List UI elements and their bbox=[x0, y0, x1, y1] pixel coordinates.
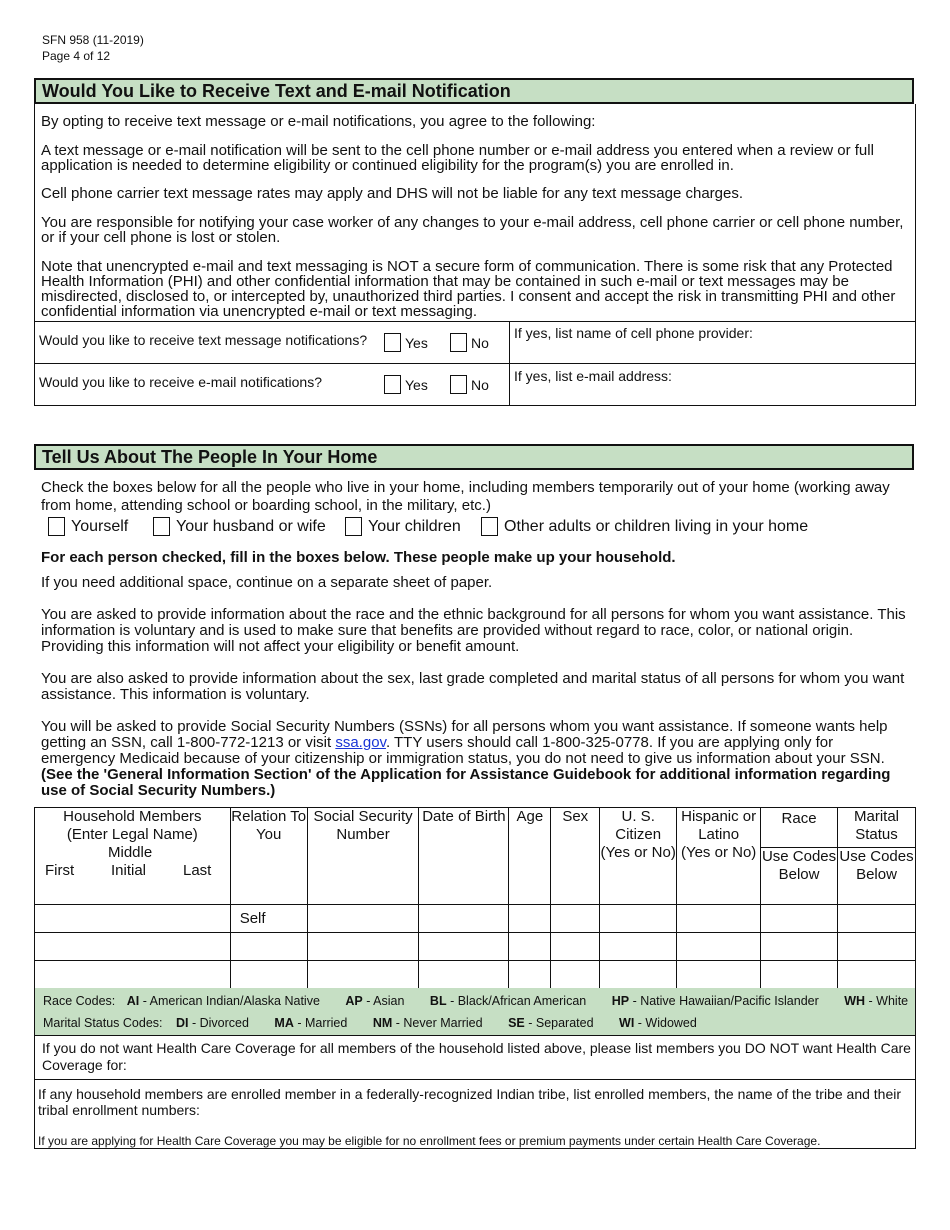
text-yes-label: Yes bbox=[405, 334, 428, 351]
notify-paragraph-3: You are responsible for notifying your case worker of any changes to your e-mail address, cell phone carrier or cell phone number, or if your cell phone is lost or stolen. bbox=[41, 214, 904, 246]
email-no-option[interactable] bbox=[450, 375, 489, 394]
col-hispanic: Hispanic or Latino (Yes or No) bbox=[677, 808, 761, 905]
children-label: Your children bbox=[368, 517, 461, 535]
spouse-label: Your husband or wife bbox=[176, 517, 326, 535]
col-sex: Sex bbox=[551, 808, 600, 905]
email-address-field[interactable]: If yes, list e-mail address: bbox=[514, 368, 672, 384]
people-section-title: Tell Us About The People In Your Home bbox=[34, 444, 914, 470]
col-age: Age bbox=[509, 808, 551, 905]
form-id: SFN 958 (11-2019) bbox=[42, 33, 144, 47]
self-relation: Self bbox=[230, 905, 307, 933]
race-use-codes: Use Codes Below bbox=[761, 848, 838, 905]
email-yes-option[interactable] bbox=[384, 375, 428, 394]
race-paragraph: You are asked to provide information about the race and the ethnic background for all persons for whom you want assistance. This information is voluntary and is used to make sure that benefits are provided without regard to race, color, or national origin. Providing this information will not affect your eligibility or benefit amount. bbox=[41, 606, 906, 655]
email-yes-checkbox[interactable] bbox=[384, 375, 401, 394]
marital-use-codes: Use Codes Below bbox=[838, 848, 916, 905]
yourself-label: Yourself bbox=[71, 517, 129, 535]
col-household-members: Household Members (Enter Legal Name) First Middle Initial Last bbox=[35, 808, 231, 905]
cell-provider-field[interactable]: If yes, list name of cell phone provider: bbox=[514, 325, 753, 341]
table-row bbox=[35, 933, 916, 961]
yourself-checkbox[interactable] bbox=[48, 517, 65, 536]
spouse-option[interactable] bbox=[153, 517, 326, 536]
ssn-paragraph: You will be asked to provide Social Security Numbers (SSNs) for all persons whom you want assistance. If someone wants help getting an SSN, call 1-800-772-1213 or visit ssa.gov. TTY users should call 1-800-325-0778. If you are applying only for emergency Medicaid because of your citizenship or immigration status, you do not need to give us information about your SSN. (See the 'General Information Section' of the Application for Assistance Guidebook for additional information regarding use of Social Security Numbers.) bbox=[41, 718, 891, 799]
notify-paragraph-1: A text message or e-mail notification will be sent to the cell phone number or e-mail address you entered when a review or full application is needed to determine eligibility or continued eligibility for the program(s) you are enrolled in. bbox=[41, 142, 874, 174]
page-number: Page 4 of 12 bbox=[42, 49, 111, 63]
col-relation: Relation To You bbox=[230, 808, 307, 905]
notification-section-title: Would You Like to Receive Text and E-mail Notification bbox=[34, 78, 914, 104]
col-dob: Date of Birth bbox=[419, 808, 509, 905]
health-care-exclusion-text: If you do not want Health Care Coverage for all members of the household listed above, please list members you DO NOT want Health Care Coverage for: bbox=[42, 1040, 911, 1073]
text-no-label: No bbox=[471, 334, 489, 351]
ssa-link[interactable]: ssa.gov bbox=[335, 734, 386, 751]
notify-intro: By opting to receive text message or e-mail notifications, you agree to the following: bbox=[41, 113, 596, 130]
email-yes-label: Yes bbox=[405, 376, 428, 393]
additional-space-note: If you need additional space, continue on a separate sheet of paper. bbox=[41, 574, 493, 591]
household-bold-note: For each person checked, fill in the boxes below. These people make up your household. bbox=[41, 549, 676, 566]
marital-codes-line: Marital Status Codes: DI - Divorced MA - Married NM - Never Married SE - Separated WI - Widowed bbox=[43, 1016, 697, 1030]
fee-note: If you are applying for Health Care Coverage you may be eligible for no enrollment fees or premium payments under certain Health Care Coverage. bbox=[38, 1134, 821, 1148]
children-checkbox[interactable] bbox=[345, 517, 362, 536]
other-adults-label: Other adults or children living in your home bbox=[504, 517, 809, 535]
text-no-option[interactable] bbox=[450, 333, 489, 352]
sex-paragraph: You are also asked to provide information about the sex, last grade completed and marital status of all persons for whom you want assistance. This information is voluntary. bbox=[41, 670, 905, 703]
race-codes-line: Race Codes: AI - American Indian/Alaska Native AP - Asian BL - Black/African American HP - Native Hawaiian/Pacific Islander WH - White bbox=[43, 994, 909, 1008]
children-option[interactable] bbox=[345, 517, 461, 536]
col-citizen: U. S. Citizen (Yes or No) bbox=[600, 808, 677, 905]
other-adults-checkbox[interactable] bbox=[481, 517, 498, 536]
text-no-checkbox[interactable] bbox=[450, 333, 467, 352]
email-notification-question: Would you like to receive e-mail notifications? bbox=[39, 374, 322, 390]
text-yes-checkbox[interactable] bbox=[384, 333, 401, 352]
col-marital: Marital Status bbox=[838, 808, 916, 848]
tribe-enrollment-text: If any household members are enrolled member in a federally-recognized Indian tribe, list enrolled members, the name of the tribe and their tribal enrollment numbers: bbox=[38, 1086, 902, 1118]
text-notification-question: Would you like to receive text message notifications? bbox=[39, 332, 368, 348]
codes-legend bbox=[34, 988, 916, 1036]
people-intro: Check the boxes below for all the people who live in your home, including members temporarily out of your home (working away from home, attending school or boarding school, in the military, etc.) bbox=[41, 479, 890, 514]
health-care-exclusion-box[interactable] bbox=[34, 1036, 916, 1080]
text-yes-option[interactable] bbox=[384, 333, 428, 352]
col-ssn: Social Security Number bbox=[307, 808, 419, 905]
table-row bbox=[35, 905, 916, 933]
yourself-option[interactable] bbox=[48, 517, 128, 536]
form-header bbox=[42, 32, 144, 64]
spouse-checkbox[interactable] bbox=[153, 517, 170, 536]
email-no-checkbox[interactable] bbox=[450, 375, 467, 394]
notify-paragraph-2: Cell phone carrier text message rates may apply and DHS will not be liable for any text message charges. bbox=[41, 185, 744, 202]
tribe-enrollment-box[interactable] bbox=[34, 1079, 916, 1149]
email-no-label: No bbox=[471, 376, 489, 393]
table-row bbox=[35, 961, 916, 989]
notify-paragraph-4: Note that unencrypted e-mail and text messaging is NOT a secure form of communication. There is some risk that any Protected Health Information (PHI) and other confidential information that may be contained in such e-mail or text messages may be misdirected, disclosed to, or intercepted by, unauthorized third parties. I consent and accept the risk in transmitting PHI and other confidential information via unencrypted e-mail or text messaging. bbox=[41, 258, 896, 320]
email-notification-row bbox=[34, 363, 916, 364]
other-adults-option[interactable] bbox=[481, 517, 808, 536]
col-race: Race bbox=[761, 808, 838, 848]
household-table bbox=[34, 807, 916, 989]
